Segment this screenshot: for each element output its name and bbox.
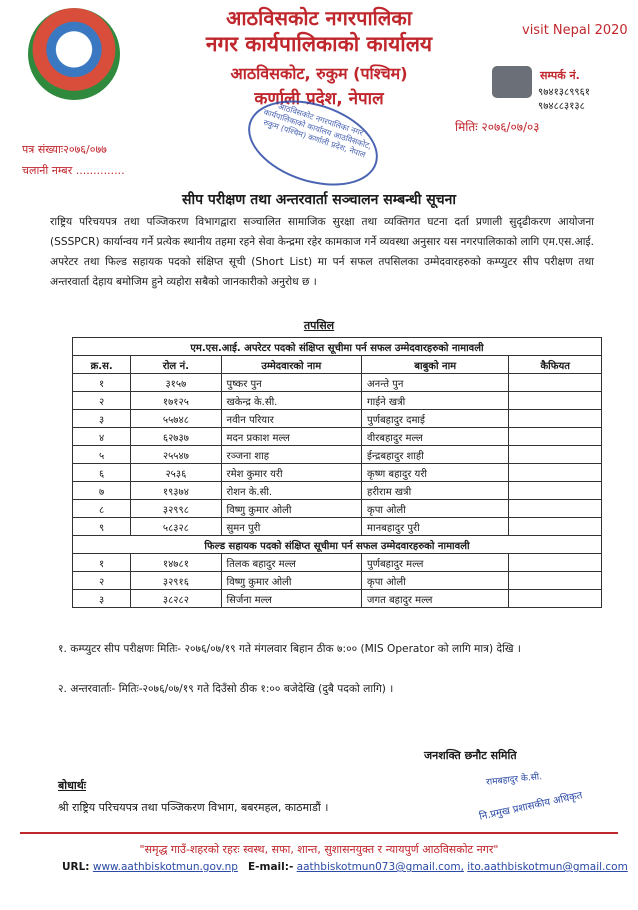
row-sn: १ — [73, 554, 131, 572]
row-father-name: मानबहादुर पुरी — [362, 518, 509, 536]
header-sn: क्र.स. — [73, 356, 131, 374]
row-sn: ३ — [73, 410, 131, 428]
row-sn: ४ — [73, 428, 131, 446]
footer-contact — [62, 861, 628, 873]
row-candidate-name: तिलक बहादुर मल्ल — [221, 554, 362, 572]
section-title-row — [73, 536, 602, 554]
header-remarks: कैफियत — [509, 356, 602, 374]
table-row — [73, 572, 602, 590]
row-remarks — [509, 446, 602, 464]
candidate-table — [72, 337, 602, 608]
header-roll: रोल नं. — [131, 356, 221, 374]
tapasil-heading: तपसिल — [303, 319, 335, 332]
contact-label: सम्पर्क नं. — [540, 69, 580, 82]
chalani-number: चलानी नम्बर .............. — [22, 164, 125, 177]
row-roll: ६२७३७ — [131, 428, 221, 446]
header-line-3: आठविसकोट, रुकुम (पश्चिम) — [230, 64, 408, 83]
row-candidate-name: सिर्जना मल्ल — [221, 590, 362, 608]
row-remarks — [509, 500, 602, 518]
row-sn: २ — [73, 392, 131, 410]
table-row — [73, 590, 602, 608]
email-link-2[interactable]: ito.aathbiskotmun@gmail.com — [467, 861, 628, 873]
row-father-name: अनन्ते पुन — [362, 374, 509, 392]
table-row — [73, 482, 602, 500]
row-sn: ३ — [73, 590, 131, 608]
row-father-name: गाईने खत्री — [362, 392, 509, 410]
row-father-name: पुर्णबहादुर दमाई — [362, 410, 509, 428]
row-candidate-name: विष्णु कुमार ओली — [221, 572, 362, 590]
header-line-2: नगर कार्यपालिकाको कार्यालय — [205, 32, 433, 56]
row-roll: १७१२५ — [131, 392, 221, 410]
office-stamp: आठविसकोट नगरपालिका नगर कार्यपालिकाको कार्यालय आठविसकोट, रुकुम (पश्चिम) कर्णाली प्रदेश, नेपाल — [237, 85, 389, 201]
header-line-4: कर्णाली प्रदेश, नेपाल — [254, 89, 384, 109]
row-candidate-name: रोशन के.सी. — [221, 482, 362, 500]
table-row — [73, 446, 602, 464]
table-row — [73, 518, 602, 536]
row-candidate-name: पुष्कर पुन — [221, 374, 362, 392]
header-line-1: आठविसकोट नगरपालिका — [226, 6, 412, 30]
table-row — [73, 410, 602, 428]
row-remarks — [509, 518, 602, 536]
table-row — [73, 554, 602, 572]
header-candidate-name: उम्मेदवारको नाम — [221, 356, 362, 374]
row-roll: ५८३२८ — [131, 518, 221, 536]
row-father-name: ईन्द्रबहादुर शाही — [362, 446, 509, 464]
table-row — [73, 500, 602, 518]
url-label: URL: — [62, 861, 90, 873]
bodhartha-recipient: श्री राष्ट्रिय परिचयपत्र तथा पञ्जिकरण विभाग, बबरमहल, काठमाडौं । — [58, 801, 329, 814]
svg-text:visit Nepal 2020: visit Nepal 2020 — [522, 23, 628, 38]
row-remarks — [509, 590, 602, 608]
table-row — [73, 464, 602, 482]
header-father-name: बाबुको नाम — [362, 356, 509, 374]
row-candidate-name: सुमन पुरी — [221, 518, 362, 536]
visit-nepal-logo — [520, 8, 628, 48]
row-father-name: कृपा ओली — [362, 500, 509, 518]
row-sn: ६ — [73, 464, 131, 482]
row-remarks — [509, 428, 602, 446]
table-row — [73, 374, 602, 392]
row-father-name: कृष्ण बहादुर यरी — [362, 464, 509, 482]
row-father-name: जगत बहादुर मल्ल — [362, 590, 509, 608]
section1-title: एम.एस.आई. अपरेटर पदको संक्षिप्त सूचीमा पर्न सफल उम्मेदवारहरुको नामावली — [73, 338, 602, 356]
row-sn: २ — [73, 572, 131, 590]
row-candidate-name: मदन प्रकाश मल्ल — [221, 428, 362, 446]
row-roll: ३१५७ — [131, 374, 221, 392]
row-father-name: हरीराम खत्री — [362, 482, 509, 500]
bodhartha-label: बोधार्थः — [58, 779, 86, 792]
telephone-icon — [492, 66, 532, 98]
email-link-1[interactable]: aathbiskotmun073@gmail.com, — [296, 861, 464, 873]
row-sn: ५ — [73, 446, 131, 464]
section2-title: फिल्ड सहायक पदको संक्षिप्त सूचीमा पर्न सफल उम्मेदवारहरुको नामावली — [73, 536, 602, 554]
table-header-row — [73, 356, 602, 374]
signature-committee: जनशक्ति छनौट समिति — [424, 749, 517, 762]
row-candidate-name: रमेश कुमार यरी — [221, 464, 362, 482]
row-roll: १४७८१ — [131, 554, 221, 572]
row-remarks — [509, 410, 602, 428]
row-father-name: वीरबहादुर मल्ल — [362, 428, 509, 446]
row-sn: ९ — [73, 518, 131, 536]
row-remarks — [509, 374, 602, 392]
section-title-row — [73, 338, 602, 356]
row-roll: ३२९१६ — [131, 572, 221, 590]
notice-body: राष्ट्रिय परिचयपत्र तथा पञ्जिकरण विभागद्वारा सञ्चालित सामाजिक सुरक्षा तथा व्यक्तिगत घटना दर्ता प्रणाली सुदृढीकरण आयोजना (SSSPCR) कार्यान्वय गर्ने प्रत्येक स्थानीय तहमा रहने सेवा केन्द्रमा रहेर कामकाज गर्ने व्यवस्था अनुसार यस नगरपालिकाको लागि एम.एस.आई. अपरेटर तथा फिल्ड सहायक पदको संक्षिप्त सूची (Short List) मा पर्न सफल तपसिलका उम्मेदवारहरुको कम्प्युटर सीप परीक्षण तथा अन्तरवार्ता देहाय बमोजिम हुने व्यहोरा सबैको जानकारीको अनुरोध छ । — [50, 216, 594, 288]
letter-date: मितिः २०७६/०७/०३ — [455, 120, 540, 134]
signature-name: रामबहादुर के.सी. — [485, 772, 543, 788]
row-roll: १९३७४ — [131, 482, 221, 500]
row-father-name: पुर्णबहादुर मल्ल — [362, 554, 509, 572]
row-sn: ८ — [73, 500, 131, 518]
row-remarks — [509, 392, 602, 410]
row-roll: २५५४७ — [131, 446, 221, 464]
row-remarks — [509, 572, 602, 590]
row-candidate-name: खकेन्द्र के.सी. — [221, 392, 362, 410]
row-sn: ७ — [73, 482, 131, 500]
row-candidate-name: विष्णु कुमार ओली — [221, 500, 362, 518]
website-link[interactable]: www.aathbiskotmun.gov.np — [92, 861, 238, 873]
row-remarks — [509, 482, 602, 500]
row-remarks — [509, 464, 602, 482]
schedule-item-1: १. कम्प्युटर सीप परीक्षणः मितिः- २०७६/०७/१९ गते मंगलवार बिहान ठीक ७:०० (MIS Operator को लागि मात्र) देखि । — [58, 643, 521, 655]
email-label: E-mail:- — [247, 861, 294, 873]
row-roll: २५३६ — [131, 464, 221, 482]
footer-slogan: "समृद्ध गाउँ-शहरको रहरः स्वस्थ, सफा, शान्त, सुशासनयुक्त र न्यायपुर्ण आठविसकोट नगर" — [139, 843, 499, 856]
notice-title: सीप परीक्षण तथा अन्तरवार्ता सञ्चालन सम्बन्धी सूचना — [182, 192, 456, 208]
phone-number-1: ९७४१३८९९६१ — [538, 87, 590, 98]
row-roll: ३२९९८ — [131, 500, 221, 518]
phone-number-2: ९७४८८३१३८ — [538, 101, 585, 112]
patra-number: पत्र संख्याः२०७६/०७७ — [22, 143, 107, 156]
row-remarks — [509, 554, 602, 572]
row-sn: १ — [73, 374, 131, 392]
table-row — [73, 392, 602, 410]
row-candidate-name: रञ्जना शाह — [221, 446, 362, 464]
row-roll: ५५७४८ — [131, 410, 221, 428]
table-row — [73, 428, 602, 446]
signature-title: नि.प्रमुख प्रशासकीय अधिकृत — [478, 790, 584, 823]
row-roll: ३८२८२ — [131, 590, 221, 608]
row-father-name: कृपा ओली — [362, 572, 509, 590]
row-candidate-name: नवीन परियार — [221, 410, 362, 428]
footer-divider — [20, 832, 618, 834]
schedule-item-2: २. अन्तरवार्ताः- मितिः-२०७६/०७/१९ गते दिउँसो ठीक १:०० बजेदेखि (दुबै पदको लागि) । — [58, 683, 394, 695]
